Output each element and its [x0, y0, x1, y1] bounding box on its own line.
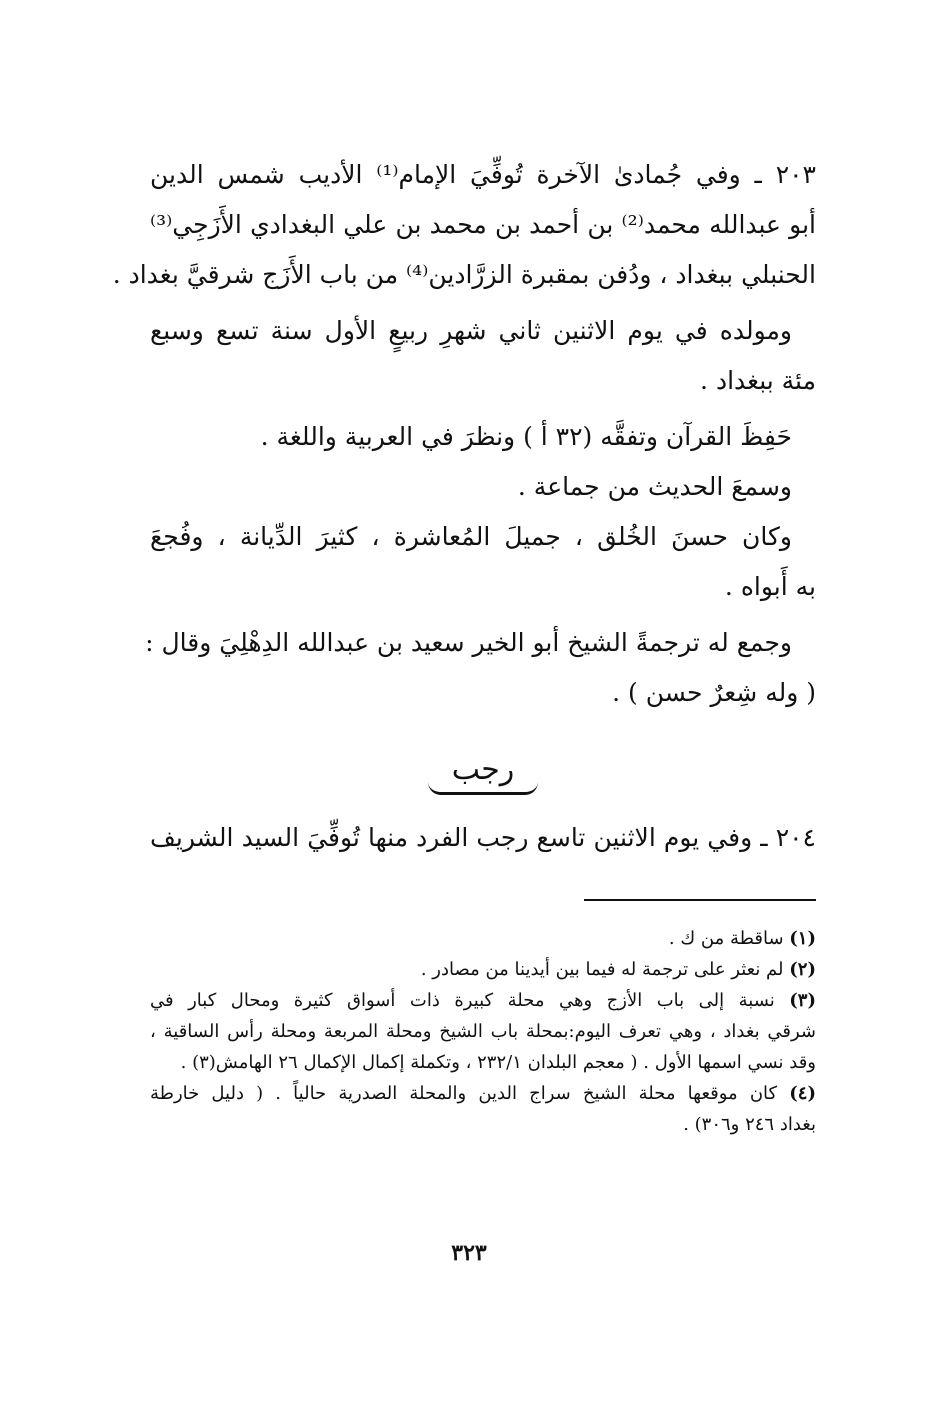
footnotes [150, 923, 816, 1140]
biography-line-2: ( وله شِعرٌ حسن ) . [612, 678, 816, 707]
character-paragraph [150, 512, 816, 612]
page-body [112, 150, 816, 1140]
hadith-paragraph: وسمعَ الحديث من جماعة . [517, 472, 792, 501]
footnote-3-line-2: شرقي بغداد ، وهي تعرف اليوم:بمحلة باب الشيخ ومحلة المربعة ومحلة رأس الساقية ، [150, 1021, 816, 1042]
footnote-text: كان موقعها محلة الشيخ سراج الدين والمحلة الصدرية حالياً . ( دليل خارطة [150, 1083, 778, 1104]
entry-203 [112, 150, 816, 300]
entry-204: ٢٠٤ ـ وفي يوم الاثنين تاسع رجب الفرد منها تُوفِّيَ السيد الشريف [150, 823, 816, 852]
footnote-text: ساقطة من ك . [668, 928, 784, 949]
birth-paragraph [150, 306, 816, 406]
biography-line-1: وجمع له ترجمةً الشيخ أبو الخير سعيد بن عبدالله الدِهْلِيَ وقال : [145, 628, 792, 657]
birth-line-2: مئة ببغداد . [700, 366, 816, 395]
birth-line-1: ومولده في يوم الاثنين ثاني شهرِ ربيعٍ الأول سنة تسع وسبع [150, 316, 793, 345]
character-line-2: به أَبواه . [724, 572, 816, 601]
footnote-3-line-1 [150, 985, 816, 1016]
footnote-1 [150, 923, 816, 954]
section-heading-text: رجب [451, 752, 515, 787]
footnote-4-line-1 [150, 1078, 816, 1109]
footnote-text: نسبة إلى باب الأزج وهي محلة كبيرة ذات أسواق كثيرة ومحال كبار في [150, 990, 775, 1011]
footnote-separator [584, 899, 816, 901]
section-heading [150, 748, 816, 795]
footnote-4-line-2: بغداد ٢٤٦ و٣٠٦) . [683, 1114, 816, 1135]
entry-203-line-1: ٢٠٣ ـ وفي جُمادىٰ الآخرة تُوفِّيَ الإمام⁽¹⁾ الأديب شمس الدين [150, 160, 816, 189]
footnote-3-line-3: وقد نسي اسمها الأول . ( معجم البلدان ٢٣٢/١ ، وتكملة إكمال الإكمال ٢٦ الهامش(٣) . [180, 1052, 816, 1073]
footnote-number: (٤) [789, 1083, 816, 1104]
footnote-number: (١) [789, 928, 816, 949]
footnote-text: لم نعثر على ترجمة له فيما بين أيدينا من مصادر . [420, 959, 784, 980]
footnote-number: (٢) [789, 959, 816, 980]
biography-paragraph [145, 618, 816, 718]
quran-paragraph: حَفِظَ القرآن وتفقَّه (٣٢ أ ) ونظرَ في العربية واللغة . [260, 422, 792, 451]
footnote-2 [150, 954, 816, 985]
entry-203-line-2: أبو عبدالله محمد⁽²⁾ بن أحمد بن محمد بن علي البغدادي الأَزَجِي⁽³⁾ [150, 210, 816, 239]
entry-203-line-3: الحنبلي ببغداد ، ودُفن بمقبرة الزرَّادين⁽⁴⁾ من باب الأَزَج شرقيَّ بغداد . [112, 260, 816, 289]
page-number: ٣٢٣ [451, 1240, 487, 1266]
footnote-number: (٣) [789, 990, 816, 1011]
character-line-1: وكان حسنَ الخُلق ، جميلَ المُعاشرة ، كثيرَ الدِّيانة ، وفُجعَ [150, 522, 792, 551]
